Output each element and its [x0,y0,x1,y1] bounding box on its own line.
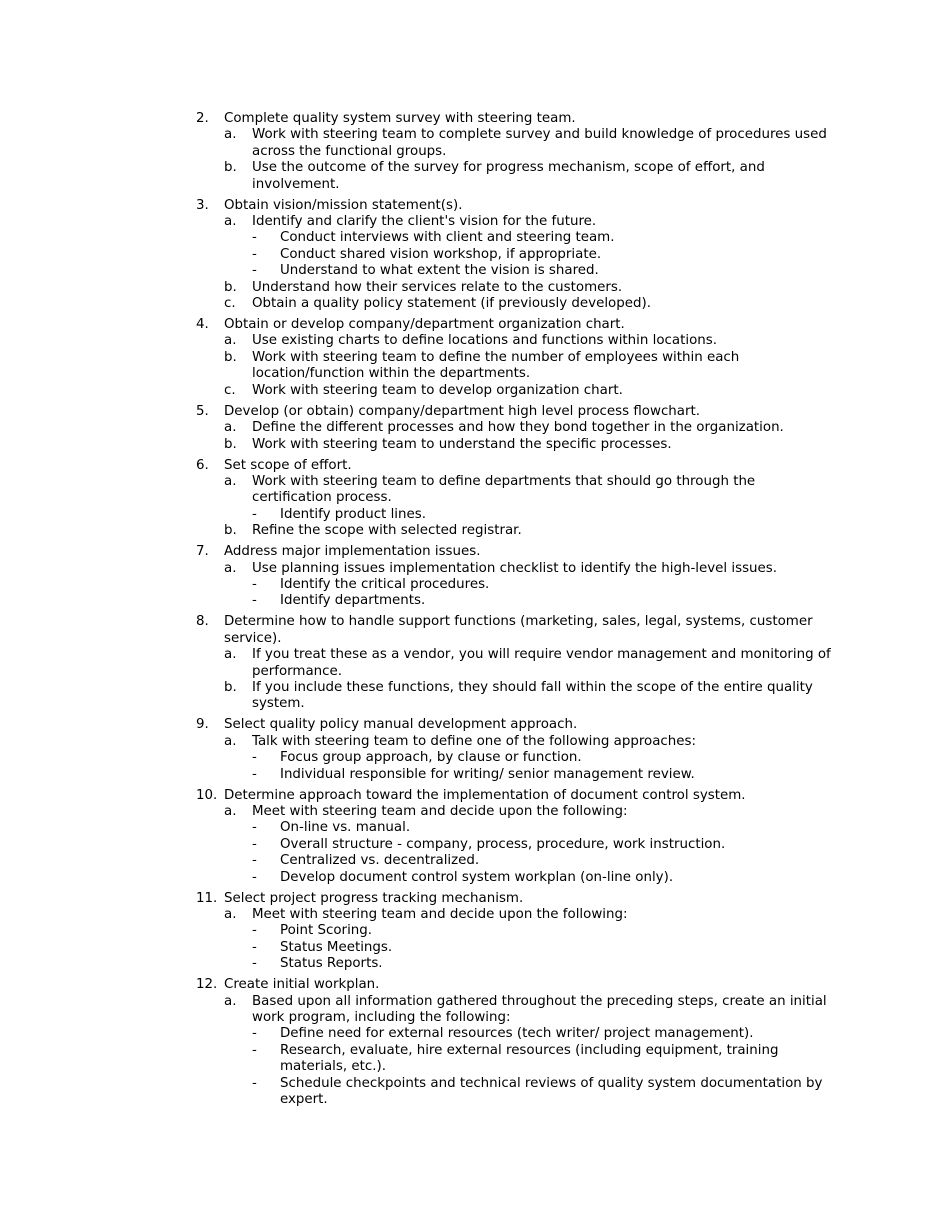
bullet-point [196,577,836,593]
sub-step-text: If you include these functions, they should fall within the scope of the entire quality system. [252,679,813,712]
sub-step [196,214,836,230]
sub-step-marker: b. [224,436,237,452]
bullet-point-text: Define need for external resources (tech writer/ project management). [280,1026,754,1042]
sub-step [196,383,836,399]
bullet-point [196,1076,836,1109]
step-text: Develop (or obtain) company/department high level process flowchart. [224,403,701,419]
sub-step-marker: b. [224,679,237,695]
bullet-point-marker: - [252,836,257,852]
step-marker: 12. [196,977,218,993]
bullet-point-marker: - [252,766,257,782]
sub-step-text: Talk with steering team to define one of the following approaches: [252,733,697,749]
sub-step-text: Meet with steering team and decide upon the following: [252,907,628,923]
step-marker: 9. [196,717,209,733]
bullet-point [196,750,836,766]
bullet-point-marker: - [252,230,257,246]
sub-step-text: Refine the scope with selected registrar. [252,523,522,539]
list-item [196,788,836,886]
step [196,614,836,647]
list-item [196,458,836,540]
sub-step [196,160,836,193]
bullet-point-marker: - [252,853,257,869]
list-item [196,614,836,712]
sub-step-text: Obtain a quality policy statement (if previously developed). [252,296,651,312]
sub-step-marker: a. [224,733,237,749]
step-text: Complete quality system survey with steering team. [224,111,576,126]
bullet-point [196,870,836,886]
sub-step-text: Work with steering team to complete survey and build knowledge of procedures used across the functional groups. [252,127,827,159]
bullet-point-text: Conduct interviews with client and steering team. [280,230,615,246]
sub-step-marker: b. [224,160,237,176]
step-text: Determine how to handle support functions (marketing, sales, legal, systems, customer service). [224,614,813,646]
bullet-point-marker: - [252,1026,257,1042]
step-marker: 4. [196,317,209,333]
sub-step-text: Define the different processes and how they bond together in the organization. [252,420,784,436]
step-text: Select project progress tracking mechanism. [224,890,524,906]
sub-step-text: Use existing charts to define locations and functions within locations. [252,333,717,349]
list-item [196,198,836,313]
bullet-point [196,837,836,853]
bullet-point-text: Focus group approach, by clause or function. [280,750,582,766]
step-marker: 8. [196,614,209,630]
bullet-point-text: Status Meetings. [280,939,393,955]
step [196,317,836,333]
sub-step-marker: a. [224,333,237,349]
step-text: Select quality policy manual development approach. [224,717,578,733]
sub-step-marker: a. [224,993,237,1009]
bullet-point [196,230,836,246]
sub-step [196,333,836,349]
step [196,788,836,804]
sub-step-marker: a. [224,127,237,143]
bullet-point [196,263,836,279]
bullet-point [196,247,836,263]
step-marker: 11. [196,890,218,906]
step-marker: 2. [196,111,209,126]
sub-step [196,907,836,923]
sub-step-text: Work with steering team to develop organization chart. [252,382,623,398]
step [196,458,836,474]
bullet-point [196,507,836,523]
sub-step-marker: b. [224,523,237,539]
step-text: Obtain vision/mission statement(s). [224,197,463,213]
bullet-point-text: Identify departments. [280,593,426,609]
step-marker: 7. [196,544,209,560]
step-text: Create initial workplan. [224,977,380,993]
sub-step-text: Work with steering team to understand the specific processes. [252,436,672,452]
sub-step [196,734,836,750]
list-item [196,111,836,193]
bullet-point-marker: - [252,593,257,609]
step [196,198,836,214]
sub-step-text: Use the outcome of the survey for progress mechanism, scope of effort, and involvement. [252,160,765,192]
bullet-point-text: Schedule checkpoints and technical reviews of quality system documentation by expert. [280,1075,823,1108]
bullet-point-marker: - [252,246,257,262]
list-item [196,544,836,610]
step [196,544,836,560]
bullet-point-marker: - [252,1042,257,1058]
sub-step [196,561,836,577]
list-item [196,891,836,973]
list-item [196,404,836,453]
sub-step-text: Understand how their services relate to the customers. [252,279,623,295]
list-item [196,717,836,783]
sub-step-text: Use planning issues implementation checklist to identify the high-level issues. [252,560,778,576]
step-text: Determine approach toward the implementation of document control system. [224,787,746,803]
sub-step-marker: c. [224,382,236,398]
bullet-point-text: On-line vs. manual. [280,820,411,836]
bullet-point-marker: - [252,939,257,955]
sub-step-text: Based upon all information gathered throughout the preceding steps, create an initial work program, including the following: [252,993,827,1026]
sub-step [196,523,836,539]
bullet-point-text: Understand to what extent the vision is shared. [280,263,599,279]
sub-step [196,647,836,680]
bullet-point-text: Point Scoring. [280,923,373,939]
sub-step [196,127,836,160]
bullet-point [196,820,836,836]
sub-step-marker: a. [224,647,237,663]
step-text: Address major implementation issues. [224,544,481,560]
sub-step-marker: a. [224,907,237,923]
sub-step-marker: b. [224,279,237,295]
bullet-point-text: Identify the critical procedures. [280,576,490,592]
sub-step-text: Work with steering team to define departments that should go through the certification process. [252,473,756,506]
bullet-point-text: Overall structure - company, process, procedure, work instruction. [280,836,726,852]
list-item [196,317,836,399]
bullet-point-marker: - [252,1075,257,1091]
bullet-point-text: Conduct shared vision workshop, if appropriate. [280,246,602,262]
bullet-point [196,593,836,609]
bullet-point-marker: - [252,923,257,939]
sub-step-text: If you treat these as a vendor, you will require vendor management and monitoring of performance. [252,647,831,679]
sub-step-text: Meet with steering team and decide upon the following: [252,804,628,819]
sub-step-marker: c. [224,296,236,312]
bullet-point-marker: - [252,750,257,766]
bullet-point-text: Develop document control system workplan (on-line only). [280,869,674,885]
sub-step [196,437,836,453]
bullet-point-text: Research, evaluate, hire external resources (including equipment, training materials, etc.). [280,1042,779,1075]
bullet-point [196,1026,836,1042]
sub-step-marker: a. [224,420,237,436]
bullet-point [196,923,836,939]
bullet-point-marker: - [252,576,257,592]
step-marker: 3. [196,197,209,213]
sub-step [196,296,836,312]
sub-step [196,994,836,1027]
bullet-point-text: Status Reports. [280,956,383,972]
sub-step-text: Work with steering team to define the number of employees within each location/function within the departments. [252,349,740,382]
bullet-point-marker: - [252,869,257,885]
bullet-point-marker: - [252,506,257,522]
step [196,977,836,993]
step [196,891,836,907]
sub-step-marker: a. [224,214,237,230]
sub-step-text: Identify and clarify the client's vision for the future. [252,214,597,230]
step-marker: 10. [196,787,218,803]
step [196,404,836,420]
bullet-point-text: Identify product lines. [280,506,426,522]
bullet-point [196,956,836,972]
sub-step [196,804,836,820]
list-item [196,977,836,1108]
step-text: Set scope of effort. [224,457,352,473]
procedure-outline [196,111,836,1113]
bullet-point-marker: - [252,956,257,972]
sub-step [196,420,836,436]
bullet-point-marker: - [252,820,257,836]
sub-step [196,350,836,383]
bullet-point [196,940,836,956]
step-marker: 5. [196,403,209,419]
sub-step [196,474,836,507]
sub-step-marker: a. [224,560,237,576]
bullet-point [196,767,836,783]
bullet-point-marker: - [252,263,257,279]
sub-step-marker: a. [224,473,237,489]
sub-step [196,680,836,713]
step [196,111,836,127]
step-text: Obtain or develop company/department organization chart. [224,317,625,333]
step [196,717,836,733]
sub-step-marker: a. [224,804,237,819]
bullet-point [196,1043,836,1076]
sub-step [196,280,836,296]
bullet-point-text: Centralized vs. decentralized. [280,853,480,869]
bullet-point-text: Individual responsible for writing/ senior management review. [280,766,695,782]
sub-step-marker: b. [224,349,237,365]
bullet-point [196,853,836,869]
step-marker: 6. [196,457,209,473]
